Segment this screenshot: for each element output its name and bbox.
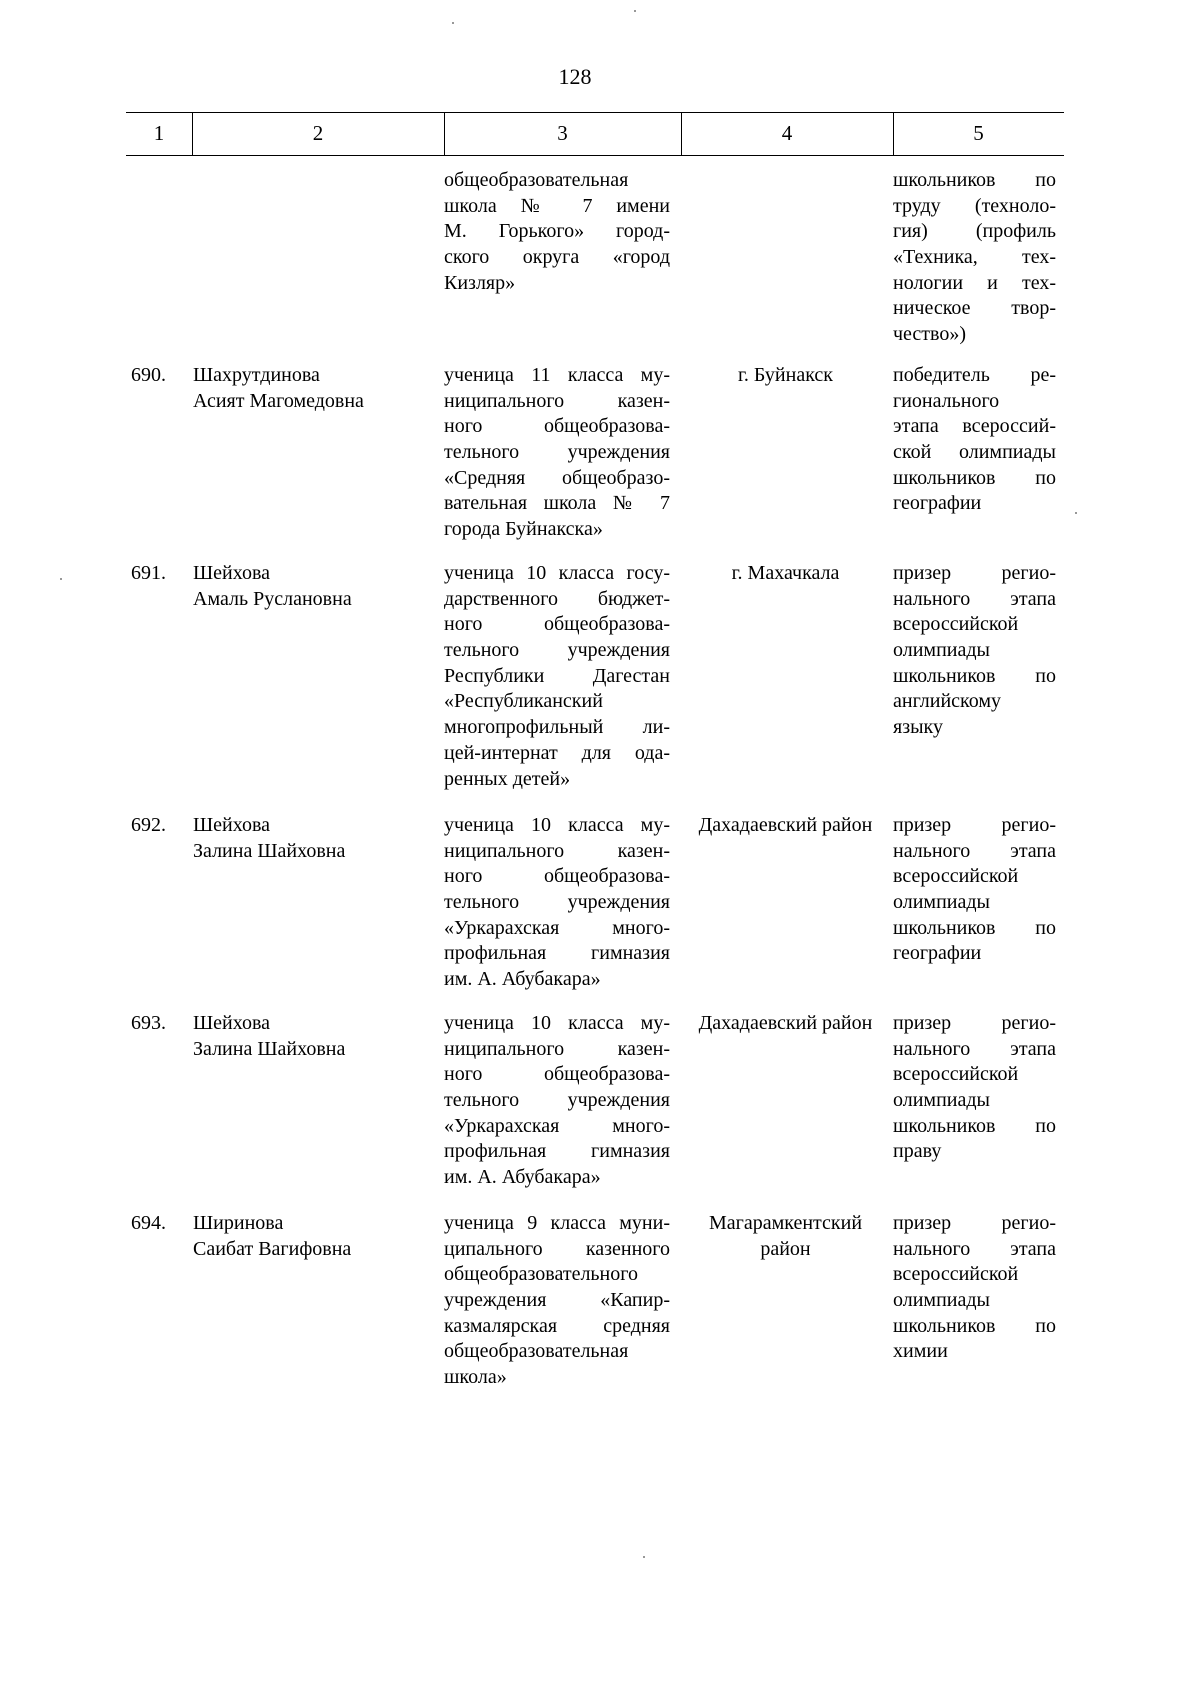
institution-line: ученица 10 класса госу- <box>444 562 670 584</box>
student-name <box>193 813 345 864</box>
institution <box>444 1011 670 1191</box>
student-name-line: Асият Магомедовна <box>193 389 364 412</box>
achievement <box>893 363 1056 517</box>
institution-line: ученица 10 класса му- <box>444 1012 670 1034</box>
institution-line: общеобразовательная <box>444 1340 629 1363</box>
scan-speck <box>452 22 454 24</box>
continued-institution-line: ского округа «город <box>444 246 670 269</box>
achievement-line: нального этапа <box>893 1037 1056 1060</box>
achievement-line: школьников по <box>893 1314 1056 1337</box>
institution-line: ципального казенного <box>444 1237 670 1260</box>
achievement-line: олимпиады <box>893 891 990 914</box>
location-line: Дахадаевский район <box>698 814 873 836</box>
institution <box>444 813 670 993</box>
institution-line: профильная гимназия <box>444 1140 670 1163</box>
student-name-line: Шейхова <box>193 1012 271 1034</box>
column-header-1: 1 <box>153 121 165 145</box>
achievement-line: гионального <box>893 389 1000 412</box>
achievement-line: нального этапа <box>893 587 1056 610</box>
institution-line: «Уркарахская много- <box>444 1114 670 1137</box>
institution-line: ренных детей» <box>444 767 571 790</box>
header-bottom-rule <box>126 155 1064 156</box>
institution-line: ного общеобразова- <box>444 415 670 438</box>
institution-line: им. А. Абубакара» <box>444 968 601 991</box>
institution-line: казмалярская средняя <box>444 1314 670 1337</box>
continued-institution-line: М. Горького» город- <box>444 220 670 243</box>
achievement-line: олимпиады <box>893 1289 990 1312</box>
institution-line: тельного учреждения <box>444 639 670 662</box>
achievement-line: школьников по <box>893 916 1056 939</box>
achievement <box>893 1211 1056 1365</box>
achievement-line: ской олимпиады <box>893 441 1056 464</box>
achievement-line: географии <box>893 942 982 965</box>
scan-speck <box>634 10 636 12</box>
achievement-line: школьников по <box>893 466 1056 489</box>
institution-line: им. А. Абубакара» <box>444 1166 601 1189</box>
achievement-line: призер регио- <box>893 562 1056 584</box>
institution-line: Республики Дагестан <box>444 664 670 687</box>
continued-institution-line: школа № 7 имени <box>444 194 670 217</box>
achievement-line: всероссийской <box>893 1063 1019 1086</box>
scan-speck <box>643 1556 645 1558</box>
institution-line: тельного учреждения <box>444 891 670 914</box>
location-line: Магарамкентский <box>708 1212 863 1234</box>
location <box>683 813 888 839</box>
student-name <box>193 561 352 612</box>
table-header <box>126 112 1064 156</box>
location <box>683 1211 888 1262</box>
student-name-line: Шейхова <box>193 562 271 584</box>
student-name-line: Шахрутдинова <box>193 364 320 386</box>
institution-line: ученица 9 класса муни- <box>444 1212 670 1234</box>
achievement-line: призер регио- <box>893 1212 1056 1234</box>
continued-achievement <box>893 168 1056 348</box>
institution-line: цей-интернат для ода- <box>444 741 670 764</box>
achievement-line: английскому <box>893 690 1002 713</box>
institution-line: «Республиканский <box>444 690 603 713</box>
location <box>683 363 888 389</box>
achievement-line: праву <box>893 1140 942 1163</box>
institution-line: ного общеобразова- <box>444 613 670 636</box>
institution <box>444 561 670 792</box>
student-name <box>193 1211 351 1262</box>
location-line: Дахадаевский район <box>698 1012 873 1034</box>
institution-line: ниципального казен- <box>444 389 670 412</box>
institution-line: ниципального казен- <box>444 839 670 862</box>
institution-line: тельного учреждения <box>444 1089 670 1112</box>
achievement-line: школьников по <box>893 664 1056 687</box>
continued-institution-line: Кизляр» <box>444 271 516 294</box>
institution-line: профильная гимназия <box>444 942 670 965</box>
institution-line: многопрофильный ли- <box>444 716 670 739</box>
achievement-line: нального этапа <box>893 1237 1056 1260</box>
institution <box>444 1211 670 1391</box>
achievement-line: нального этапа <box>893 839 1056 862</box>
continued-achievement-line: «Техника, тех- <box>893 246 1056 269</box>
row-number: 690. <box>131 364 166 386</box>
achievement <box>893 1011 1056 1165</box>
location-line: г. Буйнакск <box>737 364 834 386</box>
achievement <box>893 813 1056 967</box>
location <box>683 561 888 587</box>
scan-speck <box>1075 512 1077 514</box>
institution-line: ного общеобразова- <box>444 865 670 888</box>
institution-line: ученица 11 класса му- <box>444 364 670 386</box>
achievement-line: всероссийской <box>893 613 1019 636</box>
student-name-line: Залина Шайховна <box>193 839 346 862</box>
institution-line: общеобразовательного <box>444 1263 638 1286</box>
institution-line: города Буйнакска» <box>444 518 603 541</box>
row-number: 691. <box>131 562 166 584</box>
continued-achievement-line: нологии и тех- <box>893 271 1056 294</box>
achievement-line: этапа всероссий- <box>893 415 1056 438</box>
continued-achievement-line: школьников по <box>893 169 1056 191</box>
achievement-line: химии <box>893 1340 948 1363</box>
student-name-line: Залина Шайховна <box>193 1037 346 1060</box>
institution-line: «Средняя общеобразо- <box>444 466 670 489</box>
institution-line: ниципального казен- <box>444 1037 670 1060</box>
achievement-line: географии <box>893 492 982 515</box>
column-header-5: 5 <box>973 121 984 145</box>
continued-institution-line: общеобразовательная <box>444 169 629 191</box>
continued-achievement-line: гия) (профиль <box>893 220 1056 243</box>
row-number: 693. <box>131 1012 166 1034</box>
column-header-4: 4 <box>781 121 793 145</box>
achievement-line: победитель ре- <box>893 364 1056 386</box>
institution-line: вательная школа № 7 <box>444 492 670 515</box>
continued-achievement-line: ническое твор- <box>893 297 1056 320</box>
achievement-line: призер регио- <box>893 1012 1056 1034</box>
row-number: 692. <box>131 814 166 836</box>
institution-line: дарственного бюджет- <box>444 587 670 610</box>
institution-line: ученица 10 класса му- <box>444 814 670 836</box>
scan-speck <box>60 578 62 580</box>
student-name <box>193 363 364 414</box>
achievement-line: олимпиады <box>893 1089 990 1112</box>
achievement-line: всероссийской <box>893 1263 1019 1286</box>
institution-line: учреждения «Капир- <box>444 1289 670 1312</box>
institution-line: школа» <box>444 1366 507 1389</box>
student-name <box>193 1011 345 1062</box>
institution <box>444 363 670 543</box>
institution-line: тельного учреждения <box>444 441 670 464</box>
location-line: г. Махачкала <box>731 562 840 584</box>
institution-line: «Уркарахская много- <box>444 916 670 939</box>
student-name-line: Ширинова <box>193 1212 284 1234</box>
achievement-line: олимпиады <box>893 639 990 662</box>
continued-achievement-line: чество») <box>893 323 967 346</box>
location-line: район <box>760 1237 811 1260</box>
student-name-line: Шейхова <box>193 814 271 836</box>
continued-institution <box>444 168 670 296</box>
achievement-line: всероссийской <box>893 865 1019 888</box>
continued-achievement-line: труду (техноло- <box>893 194 1056 217</box>
column-header-3: 3 <box>557 121 568 145</box>
column-header-2: 2 <box>312 121 324 145</box>
student-name-line: Саибат Вагифовна <box>193 1237 352 1260</box>
header-top-rule <box>126 112 1064 113</box>
achievement-line: языку <box>893 716 943 739</box>
achievement <box>893 561 1056 741</box>
student-name-line: Амаль Руслановна <box>193 587 352 610</box>
page-number: 128 <box>558 64 592 89</box>
row-number: 694. <box>131 1212 166 1234</box>
achievement-line: призер регио- <box>893 814 1056 836</box>
achievement-line: школьников по <box>893 1114 1056 1137</box>
institution-line: ного общеобразова- <box>444 1063 670 1086</box>
location <box>683 1011 888 1037</box>
